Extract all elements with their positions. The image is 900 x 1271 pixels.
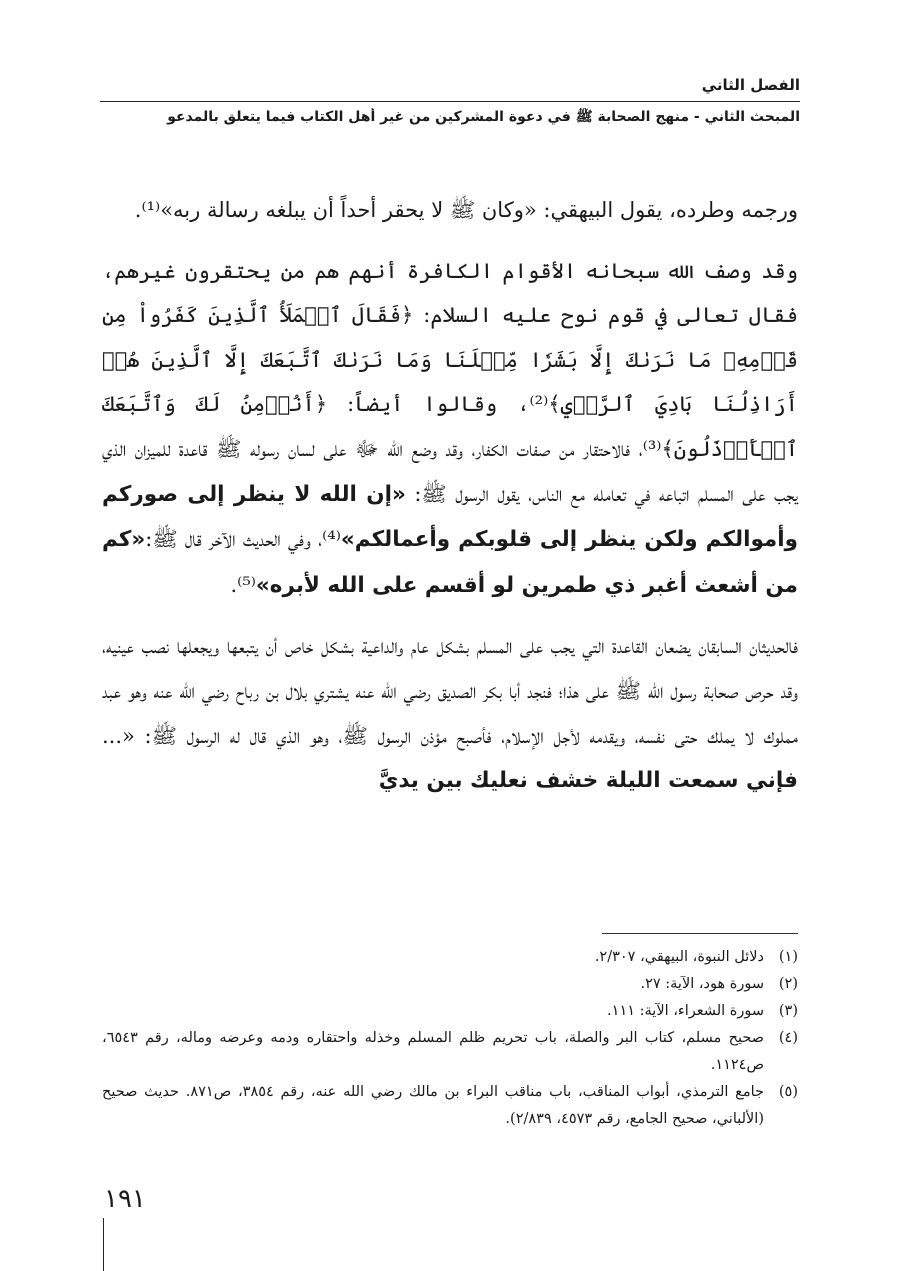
paragraph-1 [102,188,798,233]
footnotes [102,944,798,1133]
footnote-item [102,944,798,971]
paragraph-3 [102,624,798,803]
footnote-item [102,1025,798,1079]
footnote-item [102,1079,798,1133]
paragraph-2-end: ⁽⁵⁾. [230,572,256,597]
footnote-text: سورة الشعراء، الآية: ١١١. [607,1003,764,1019]
footnote-divider [602,933,798,934]
hadith-quote-2: «كم من أشعث أغبر ذي طمرين لو أقسم على الله لأبره» [102,527,798,598]
footnote-text: صحيح مسلم، كتاب البر والصلة، باب تحريم ظلم المسلم وخذله واحتقاره ودمه وعرضه وماله، رقم ٦٥٤٣، ص١١٢٤. [102,1030,764,1073]
paragraph-3-text: فالحديثان السابقان يضعان القاعدة التي يجب على المسلم بشكل عام والداعية بشكل خاص أن يتبعها ويجعلها نصب عينيه، وقد حرص صحابة رسول الله ﷺ على هذا؛ فنجد أبا بكر الصديق رضي الله عنه يشتري بلال بن رباح رضي الله عنه وهو عبد مملوك لا يملك حتى نفسه، ويقدمه لأجل الإسلام، فأصبح مؤذن الرسول ﷺ، وهو الذي قال له الرسول ﷺ: «... [102,634,798,748]
hadith-quote-1: «إن الله لا ينظر إلى صوركم وأموالكم ولكن ينظر إلى قلوبكم وأعمالكم» [102,481,798,553]
paragraph-2-text: وقد وصف الله سبحانه الأقوام الكافرة أنهم هم من يحتقرون غيرهم، فقال تعالى في قوم نوح عليه السلام: ﴿فَقَالَ ٱلۡمَلَأُ ٱلَّذِينَ كَفَرُواْ مِن قَوۡمِهِۦ مَا نَرَىٰكَ إِلَّا بَشَرٗا مِّثۡلَنَا وَمَا نَرَىٰكَ ٱتَّبَعَكَ إِلَّا ٱلَّذِينَ هُمۡ أَرَاذِلُنَا بَادِيَ ٱلرَّأۡيِ﴾⁽²⁾، وقالوا أيضاً: ﴿أَنُؤۡمِنُ لَكَ وَٱتَّبَعَكَ ٱلۡأَرۡذَلُونَ﴾⁽³⁾، فالاحتقار من صفات الكفار، وقد وضع الله ﷻ على لسان رسوله ﷺ قاعدة للميزان الذي يجب على المسلم اتباعه في تعامله مع الناس، يقول الرسول ﷺ: [102,258,798,506]
footnote-number: (١) [778,949,798,965]
paragraph-2-mid: ⁽⁴⁾، وفي الحديث الآخر قال ﷺ: [145,527,341,552]
footnote-text: جامع الترمذي، أبواب المناقب، باب مناقب البراء بن مالك رضي الله عنه، رقم ٣٨٥٤، ص٨٧١. حديث صحيح (الألباني، صحيح الجامع، رقم ٤٥٧٣، ٢/٨٣٩). [102,1084,764,1127]
footnote-number: (٢) [778,976,798,992]
running-header-section: المبحث الثاني - منهج الصحابة ﷺ في دعوة المشركين من غير أهل الكتاب فيما يتعلق بالمدعو [167,109,800,125]
footnote-number: (٥) [778,1084,798,1100]
footnote-item [102,998,798,1025]
hadith-quote-3: فإني سمعت الليلة خشف نعليك بين يديَّ [378,768,798,794]
page-number: ١٩١ [104,1184,146,1214]
main-text [102,188,798,804]
footnote-item [102,971,798,998]
paragraph-1-text: ورجمه وطرده، يقول البيهقي: «وكان ﷺ لا يحقر أحداً أن يبلغه رسالة ربه»⁽¹⁾. [134,198,798,222]
footnote-number: (٣) [778,1003,798,1019]
header-divider [100,101,800,102]
footnote-text: سورة هود، الآية: ٢٧. [640,976,764,992]
running-header-chapter: الفصل الثاني [701,76,800,94]
paragraph-2 [102,249,798,609]
margin-rule [103,1218,104,1271]
footnote-number: (٤) [778,1030,798,1046]
footnote-text: دلائل النبوة، البيهقي، ٢/٣٠٧. [594,949,764,965]
